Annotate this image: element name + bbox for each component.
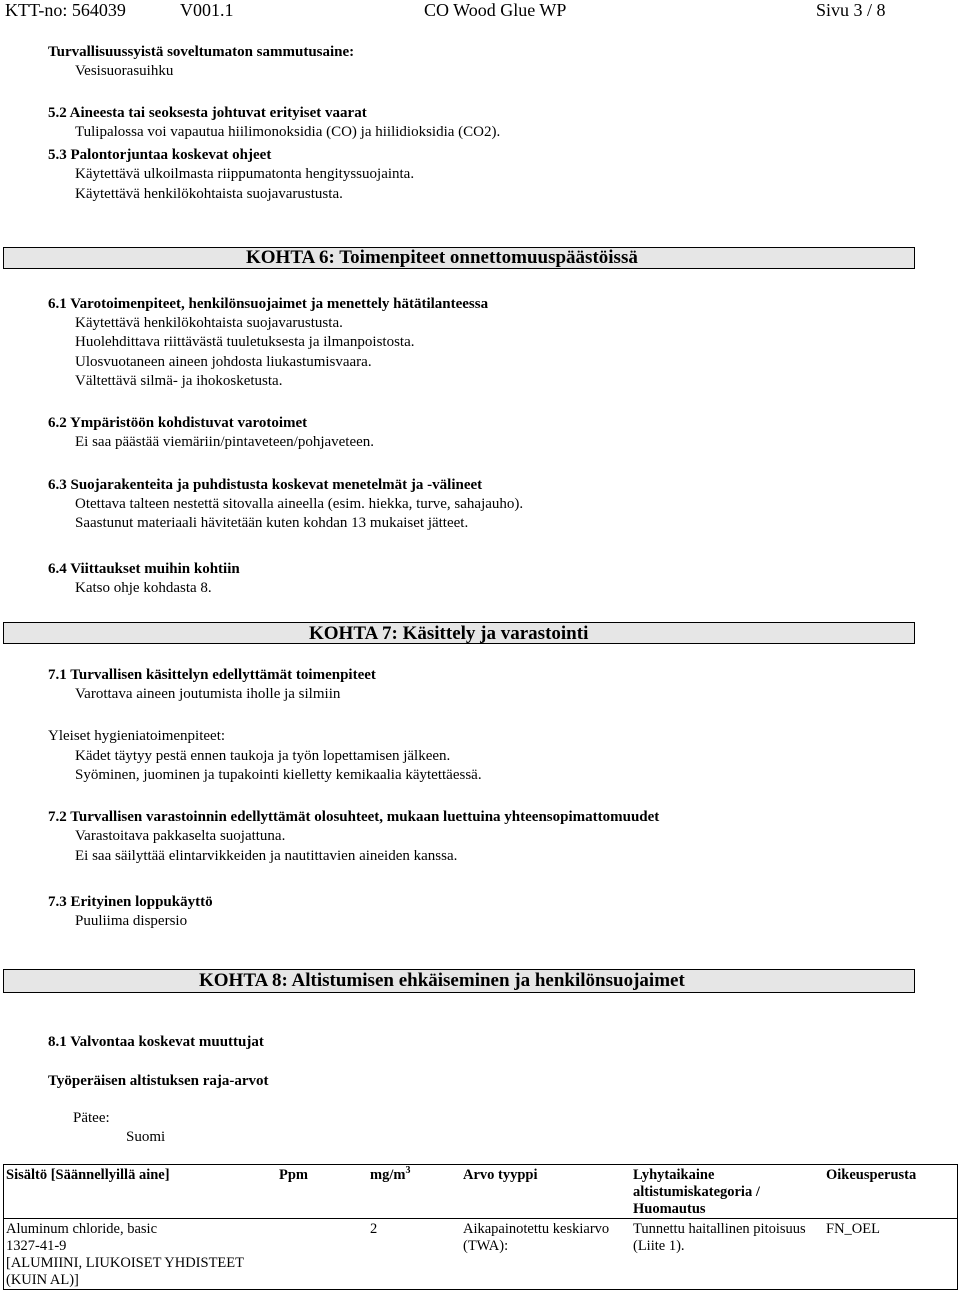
s62-title: 6.2 Ympäristöön kohdistuvat varotoimet: [48, 415, 308, 431]
s52-title: 5.2 Aineesta tai seoksesta johtuvat erityiset vaarat: [48, 105, 367, 121]
s81-title: 8.1 Valvontaa koskevat muuttujat: [48, 1034, 264, 1050]
s61-line: Vältettävä silmä- ja ihokosketusta.: [75, 373, 283, 389]
th-ppm: Ppm: [279, 1167, 308, 1183]
s53-line: Käytettävä ulkoilmasta riippumatonta hengityssuojainta.: [75, 166, 415, 182]
cell-value-type: Aikapainotettu keskiarvo: [463, 1221, 610, 1237]
hygiene-label: Yleiset hygieniatoimenpiteet:: [48, 728, 226, 744]
section-6-heading-bar: [3, 247, 915, 269]
doc-page-number: Sivu 3 / 8: [816, 0, 886, 20]
s73-title: 7.3 Erityinen loppukäyttö: [48, 894, 213, 910]
hygiene-line: Kädet täytyy pestä ennen taukoja ja työn lopettamisen jälkeen.: [75, 748, 451, 764]
cell-note-cont: (Liite 1).: [633, 1238, 685, 1254]
cell-substance-group: [ALUMIINI, LIUKOISET YHDISTEET: [6, 1255, 244, 1271]
s72-title: 7.2 Turvallisen varastoinnin edellyttämät olosuhteet, mukaan luettuina yhteensopimattomuudet: [48, 809, 660, 825]
s63-line: Saastunut materiaali hävitetään kuten kohdan 13 mukaiset jätteet.: [75, 515, 469, 531]
th-stel-line3: Huomautus: [633, 1201, 706, 1217]
hygiene-line: Syöminen, juominen ja tupakointi kielletty kemikaalia käytettäessä.: [75, 767, 482, 783]
unsuitable-media-value: Vesisuorasuihku: [75, 63, 174, 79]
table-header-rule: [3, 1218, 958, 1219]
s62-line: Ei saa päästää viemäriin/pintaveteen/pohjaveteen.: [75, 434, 375, 450]
unsuitable-media-label: Turvallisuussyistä soveltumaton sammutusaine:: [48, 44, 355, 60]
doc-ktt-number: KTT-no: 564039: [5, 0, 126, 20]
s64-title: 6.4 Viittaukset muihin kohtiin: [48, 561, 240, 577]
applies-value: Suomi: [126, 1129, 166, 1145]
s53-line: Käytettävä henkilökohtaista suojavarustusta.: [75, 186, 343, 202]
cell-substance-name: Aluminum chloride, basic: [6, 1221, 158, 1237]
applies-label: Pätee:: [73, 1110, 110, 1126]
doc-version: V001.1: [180, 0, 234, 20]
s73-line: Puuliima dispersio: [75, 913, 188, 929]
section-7-heading: KOHTA 7: Käsittely ja varastointi: [309, 623, 589, 644]
s61-title: 6.1 Varotoimenpiteet, henkilönsuojaimet ja menettely hätätilanteessa: [48, 296, 489, 312]
section-7-heading-bar: [3, 622, 915, 644]
cell-substance-group-cont: (KUIN AL)]: [6, 1272, 79, 1288]
s71-title: 7.1 Turvallisen käsittelyn edellyttämät toimenpiteet: [48, 667, 376, 683]
table-bottom-rule: [3, 1289, 958, 1290]
s71-line: Varottava aineen joutumista iholle ja silmiin: [75, 686, 341, 702]
section-6-heading: KOHTA 6: Toimenpiteet onnettomuuspäästöissä: [246, 247, 638, 268]
th-stel-line1: Lyhytaikaine: [633, 1167, 715, 1183]
th-value-type: Arvo tyyppi: [463, 1167, 538, 1183]
s72-line: Ei saa säilyttää elintarvikkeiden ja nautittavien aineiden kanssa.: [75, 848, 458, 864]
exposure-limits-table: [3, 1164, 958, 1290]
th-mgm3: $mg/m^3$: [370, 1165, 411, 1183]
s63-title: 6.3 Suojarakenteita ja puhdistusta koskevat menetelmät ja -välineet: [48, 477, 483, 493]
s61-line: Ulosvuotaneen aineen johdosta liukastumisvaara.: [75, 354, 372, 370]
s72-line: Varastoitava pakkaselta suojattuna.: [75, 828, 286, 844]
cell-legal-basis: FN_OEL: [826, 1221, 880, 1237]
section-8-heading: KOHTA 8: Altistumisen ehkäiseminen ja henkilönsuojaimet: [199, 970, 685, 991]
cell-note: Tunnettu haitallinen pitoisuus: [633, 1221, 806, 1237]
s64-line: Katso ohje kohdasta 8.: [75, 580, 212, 596]
th-content: Sisältö [Säännellyillä aine]: [6, 1167, 170, 1183]
th-stel-line2: altistumiskategoria /: [633, 1184, 760, 1200]
s53-title: 5.3 Palontorjuntaa koskevat ohjeet: [48, 147, 272, 163]
cell-cas-number: 1327-41-9: [6, 1238, 67, 1254]
th-legal-basis: Oikeusperusta: [826, 1167, 917, 1183]
table-left-rule: [3, 1164, 4, 1290]
s52-line: Tulipalossa voi vapautua hiilimonoksidia (CO) ja hiilidioksidia (CO2).: [75, 124, 501, 140]
doc-product-name: CO Wood Glue WP: [424, 0, 567, 20]
s61-line: Huolehdittava riittävästä tuuletuksesta ja ilmanpoistosta.: [75, 334, 415, 350]
section-8-heading-bar: [3, 969, 915, 993]
table-right-rule: [957, 1164, 958, 1290]
s61-line: Käytettävä henkilökohtaista suojavarustusta.: [75, 315, 343, 331]
cell-value-type-cont: (TWA):: [463, 1238, 509, 1254]
limits-title: Työperäisen altistuksen raja-arvot: [48, 1073, 269, 1089]
table-top-rule: [3, 1164, 958, 1165]
cell-mgm3: 2: [370, 1221, 378, 1237]
s63-line: Otettava talteen nestettä sitovalla aineella (esim. hiekka, turve, sahajauho).: [75, 496, 524, 512]
